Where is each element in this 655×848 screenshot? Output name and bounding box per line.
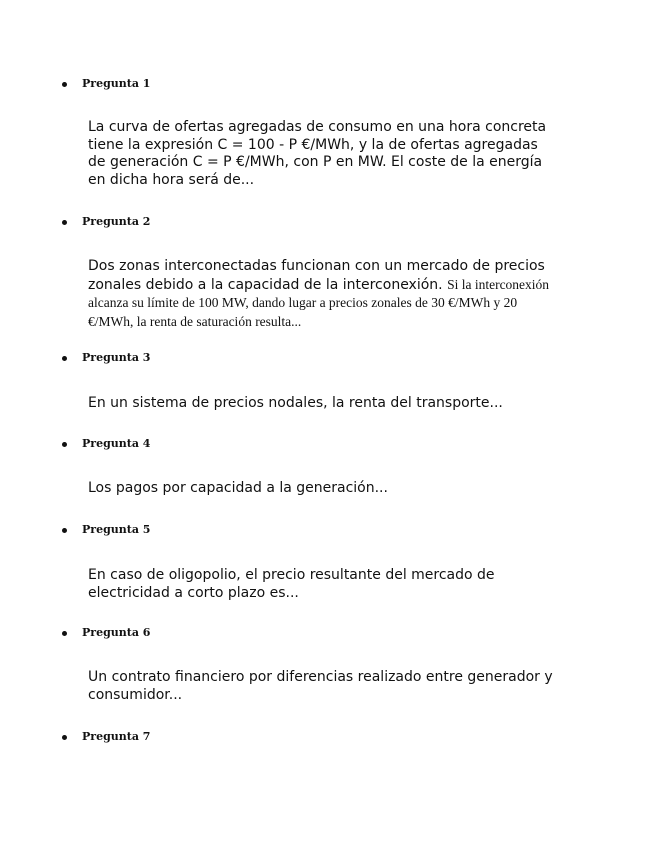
question-4-title: Pregunta 4 [82, 437, 151, 450]
question-4-text: Los pagos por capacidad a la generación... [88, 480, 388, 496]
bullet-icon [62, 82, 67, 87]
question-2-text-part-b: Si la interconexión alcanza su límite de 100 MW, dando lugar a precios zonales de 30 €/MWh y 20 €/MWh, la renta de saturación resulta... [88, 276, 550, 329]
question-1-text: La curva de ofertas agregadas de consumo en una hora concreta tiene la expresión C = 100 - P €/MWh, y la de ofertas agregadas de generación C = P €/MWh, con P en MW. El coste de la energía en dicha hora será de... [88, 119, 547, 188]
bullet-icon [62, 735, 67, 740]
question-2-title: Pregunta 2 [82, 215, 151, 228]
question-7-title: Pregunta 7 [82, 730, 151, 743]
question-5-title: Pregunta 5 [82, 523, 151, 536]
bullet-icon [62, 220, 67, 225]
question-6-title: Pregunta 6 [82, 626, 151, 639]
question-3-text: En un sistema de precios nodales, la renta del transporte... [88, 395, 503, 411]
bullet-icon [62, 442, 67, 447]
question-2-text-part-a: Dos zonas interconectadas funcionan con un mercado de precios zonales debido a la capacidad de la interconexión. [88, 258, 545, 293]
bullet-icon [62, 356, 67, 361]
question-1-title: Pregunta 1 [82, 77, 151, 90]
bullet-icon [62, 528, 67, 533]
question-2-text [88, 258, 558, 331]
question-6-text: Un contrato financiero por diferencias realizado entre generador y consumidor... [88, 669, 553, 703]
question-5-text: En caso de oligopolio, el precio resultante del mercado de electricidad a corto plazo es... [88, 567, 495, 601]
question-3-title: Pregunta 3 [82, 351, 151, 364]
bullet-icon [62, 631, 67, 636]
